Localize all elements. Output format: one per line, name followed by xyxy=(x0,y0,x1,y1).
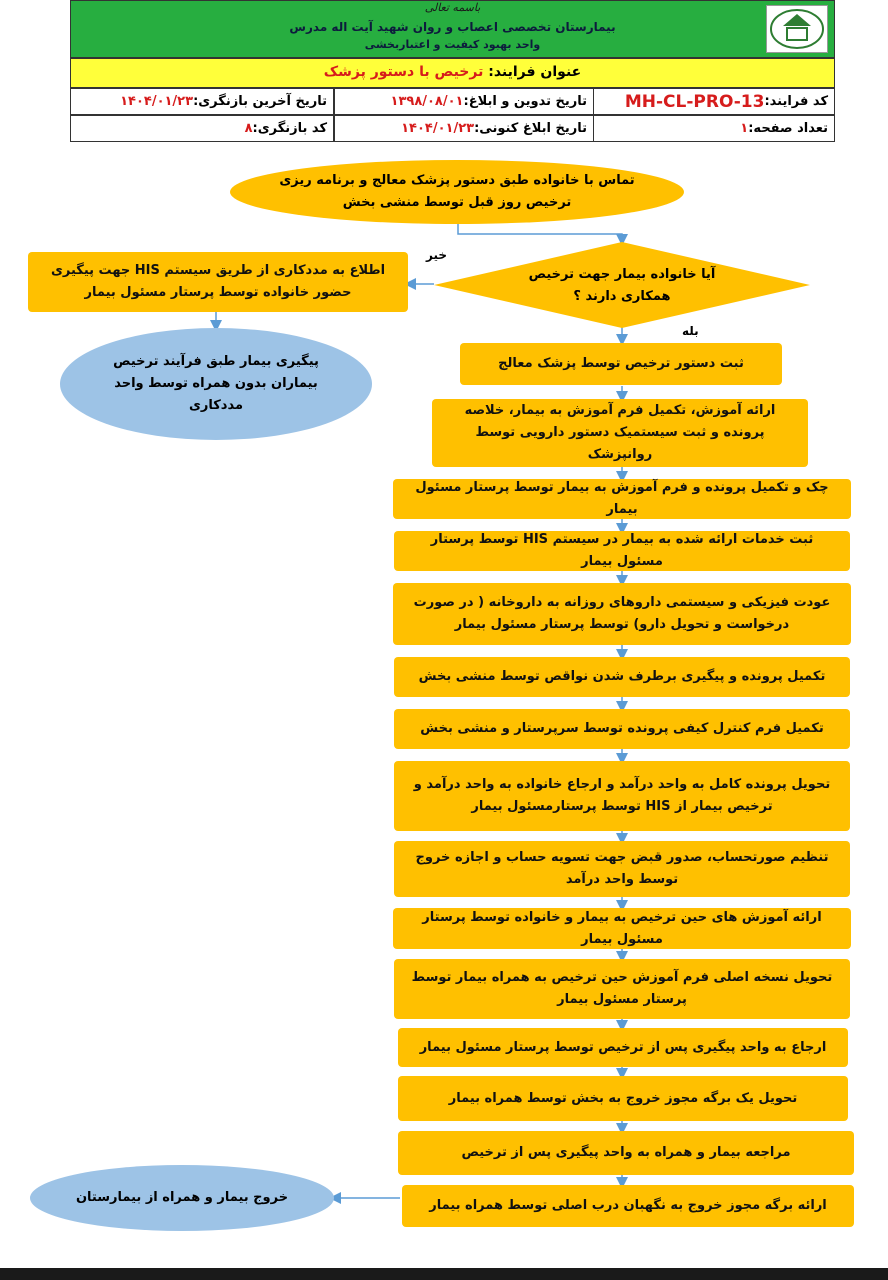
step-3: چک و تکمیل پرونده و فرم آموزش به بیمار توسط پرستار مسئول بیمار xyxy=(393,479,851,519)
step-13: تحویل یک برگه مجوز خروج به بخش توسط همراه بیمار xyxy=(398,1076,848,1121)
step-14: مراجعه بیمار و همراه به واحد پیگیری پس از ترخیص xyxy=(398,1131,854,1175)
step-10: ارائه آموزش های حین ترخیص به بیمار و خانواده توسط پرستار مسئول بیمار xyxy=(393,908,851,949)
no-step-box: اطلاع به مددکاری از طریق سیستم HIS جهت پیگیری حضور خانواده توسط پرستار مسئول بیمار xyxy=(28,252,408,312)
review-code-label: کد بازنگری: xyxy=(252,121,327,136)
start-oval: تماس با خانواده طبق دستور پزشک معالج و برنامه ریزی ترخیص روز قبل توسط منشی بخش xyxy=(230,160,684,224)
step-8: تحویل پرونده کامل به واحد درآمد و ارجاع خانواده به واحد درآمد و ترخیص بیمار از HIS توسط پرستارمسئول بیمار xyxy=(394,761,850,831)
step-2: ارائه آموزش، تکمیل فرم آموزش به بیمار، خلاصه پرونده و ثبت سیستمیک دستور دارویی توسط روانپزشک xyxy=(432,399,808,467)
hospital-name: بیمارستان تخصصی اعصاب و روان شهید آیت اله مدرس xyxy=(289,20,616,34)
current-date-label: تاریخ ابلاغ کنونی: xyxy=(474,121,587,136)
current-date-value: ۱۴۰۴/۰۱/۲۳ xyxy=(401,121,475,136)
last-review-label: تاریخ آخرین بازنگری: xyxy=(193,94,327,109)
no-end-oval: پیگیری بیمار طبق فرآیند ترخیص بیماران بدون همراه توسط واحد مددکاری xyxy=(60,328,372,440)
step-5: عودت فیزیکی و سیستمی داروهای روزانه به داروخانه ( در صورت درخواست و تحویل دارو) توسط پرستار مسئول بیمار xyxy=(393,583,851,645)
step-1: ثبت دستور ترخیص توسط پزشک معالج xyxy=(460,343,782,385)
logo-caption: باسمه تعالی xyxy=(424,1,481,14)
process-code-value: MH-CL-PRO-13 xyxy=(624,91,765,112)
process-title-value: ترخیص با دستور پزشک xyxy=(323,64,484,80)
review-code-value: ۸ xyxy=(244,121,253,136)
step-6: تکمیل پرونده و پیگیری برطرف شدن نواقص توسط منشی بخش xyxy=(394,657,850,697)
pages-label: تعداد صفحه: xyxy=(748,121,828,136)
yes-label: بله xyxy=(682,324,699,338)
end-oval: خروج بیمار و همراه از بیمارستان xyxy=(30,1165,334,1231)
step-12: ارجاع به واحد پیگیری پس از ترخیص توسط پرستار مسئول بیمار xyxy=(398,1028,848,1067)
unit-name: واحد بهبود کیفیت و اعتباربخشی xyxy=(364,38,541,51)
step-9: تنظیم صورتحساب، صدور قبض جهت تسویه حساب و اجازه خروج توسط واحد درآمد xyxy=(394,841,850,897)
step-15: ارائه برگه مجوز خروج به نگهبان درب اصلی توسط همراه بیمار xyxy=(402,1185,854,1227)
last-review-value: ۱۴۰۴/۰۱/۲۳ xyxy=(120,94,194,109)
compile-date-label: تاریخ تدوین و ابلاغ: xyxy=(463,94,587,109)
process-title-label: عنوان فرایند: xyxy=(488,64,582,80)
pages-value: ۱ xyxy=(740,121,749,136)
step-4: ثبت خدمات ارائه شده به بیمار در سیستم HIS توسط پرستار مسئول بیمار xyxy=(394,531,850,571)
process-code-label: کد فرایند: xyxy=(764,94,828,109)
no-label: خیر xyxy=(426,248,448,262)
compile-date-value: ۱۳۹۸/۰۸/۰۱ xyxy=(390,94,464,109)
decision-text: آیا خانواده بیمار جهت ترخیص همکاری دارند ؟ xyxy=(528,267,716,304)
bottom-bar xyxy=(0,1268,888,1280)
step-7: تکمیل فرم کنترل کیفی پرونده توسط سرپرستار و منشی بخش xyxy=(394,709,850,749)
step-11: تحویل نسخه اصلی فرم آموزش حین ترخیص به همراه بیمار توسط پرستار مسئول بیمار xyxy=(394,959,850,1019)
